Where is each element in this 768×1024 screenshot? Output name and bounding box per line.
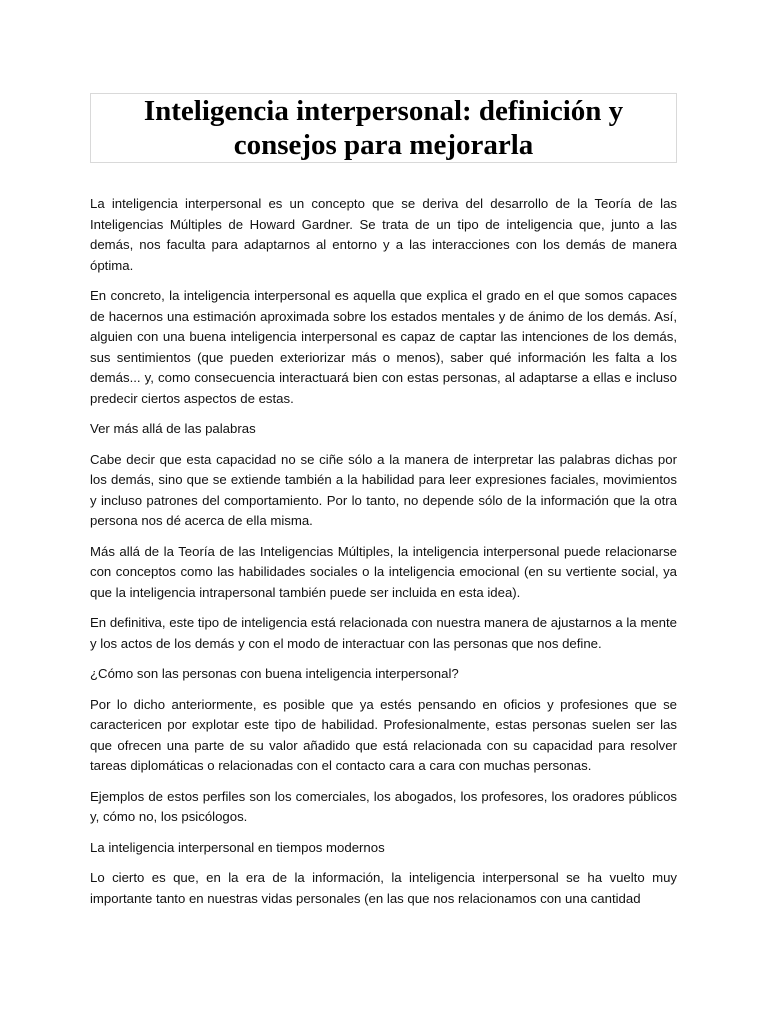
subheading: ¿Cómo son las personas con buena inteligencia interpersonal?: [90, 666, 459, 681]
paragraph: Lo cierto es que, en la era de la información, la inteligencia interpersonal se ha vuelto muy importante tanto en nuestras vidas personales (en las que nos relacionamos con una cantidad: [90, 870, 677, 906]
paragraph: Por lo dicho anteriormente, es posible que ya estés pensando en oficios y profesiones que se caractericen por explotar este tipo de habilidad. Profesionalmente, estas personas suelen ser las que ofrecen una parte de su valor añadido que está relacionada con su capacidad para resolver tareas diplomáticas o relacionadas con el contacto cara a cara con muchas personas.: [90, 696, 677, 773]
page-title: Inteligencia interpersonal: definición y consejos para mejorarla: [143, 95, 624, 161]
paragraph: En definitiva, este tipo de inteligencia está relacionada con nuestra manera de ajustarnos a la mente y los actos de los demás y con el modo de interactuar con las personas que nos define.: [90, 615, 677, 651]
title-box: [90, 93, 677, 163]
paragraph: La inteligencia interpersonal es un concepto que se deriva del desarrollo de la Teoría de las Inteligencias Múltiples de Howard Gardner. Se trata de un tipo de inteligencia que, junto a las demás, nos faculta para adaptarnos al entorno y a las interacciones con los demás de manera óptima.: [90, 196, 677, 273]
paragraph: En concreto, la inteligencia interpersonal es aquella que explica el grado en el que somos capaces de hacernos una estimación aproximada sobre los estados mentales y de ánimo de los demás. Así, alguien con una buena inteligencia interpersonal es capaz de captar las intenciones de los demás, sus sentimientos (que pueden exteriorizar más o menos), saber qué información les falta a los demás... y, como consecuencia interactuará bien con estas personas, al adaptarse a ellas e incluso predecir ciertos aspectos de estas.: [90, 288, 677, 406]
subheading: Ver más allá de las palabras: [90, 421, 256, 436]
paragraph: Cabe decir que esta capacidad no se ciñe sólo a la manera de interpretar las palabras dichas por los demás, sino que se extiende también a la habilidad para leer expresiones faciales, movimientos y incluso patrones del comportamiento. Por lo tanto, no depende sólo de la información que la otra persona nos dé acerca de ella misma.: [90, 451, 677, 528]
document-body: [90, 194, 677, 919]
subheading: La inteligencia interpersonal en tiempos modernos: [90, 839, 385, 855]
paragraph: Más allá de la Teoría de las Inteligencias Múltiples, la inteligencia interpersonal puede relacionarse con conceptos como las habilidades sociales o la inteligencia emocional (en su vertiente social, ya que la inteligencia intrapersonal también puede ser incluida en esta idea).: [90, 543, 677, 600]
paragraph: Ejemplos de estos perfiles son los comerciales, los abogados, los profesores, los oradores públicos y, cómo no, los psicólogos.: [90, 788, 677, 824]
